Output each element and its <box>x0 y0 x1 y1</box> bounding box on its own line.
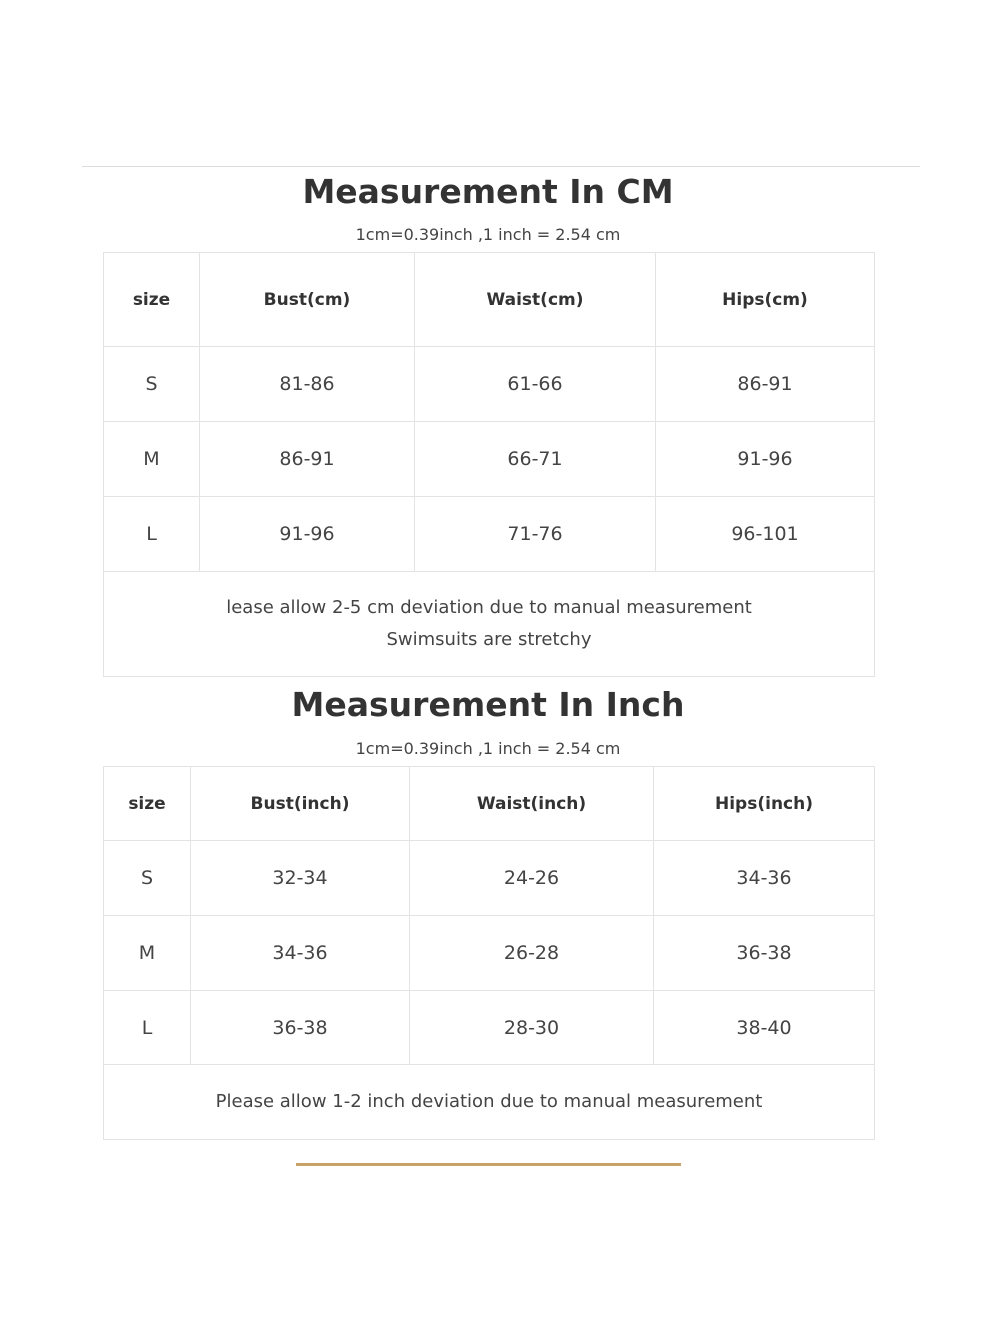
table-header-row <box>104 767 875 841</box>
cell-waist: 24-26 <box>410 841 654 916</box>
cell-size: M <box>104 916 191 991</box>
inch-conversion-note: 1cm=0.39inch ,1 inch = 2.54 cm <box>355 739 621 758</box>
cell-hips: 36-38 <box>654 916 875 991</box>
table-note-row <box>104 572 875 677</box>
cell-hips: 91-96 <box>656 422 875 497</box>
header-hips: Hips(inch) <box>654 767 875 841</box>
cell-bust: 36-38 <box>191 991 410 1065</box>
cell-waist: 61-66 <box>415 347 656 422</box>
deviation-note <box>104 1065 875 1140</box>
stretchy-note-line: Swimsuits are stretchy <box>386 629 592 650</box>
cm-section-title: Measurement In CM <box>302 172 674 211</box>
cell-hips: 96-101 <box>656 497 875 572</box>
cell-waist: 26-28 <box>410 916 654 991</box>
cell-hips: 34-36 <box>654 841 875 916</box>
inch-size-table <box>103 766 875 1140</box>
table-row <box>104 422 875 497</box>
table-header-row <box>104 253 875 347</box>
header-waist: Waist(inch) <box>410 767 654 841</box>
cell-size: M <box>104 422 200 497</box>
table-row <box>104 497 875 572</box>
header-size: size <box>104 767 191 841</box>
header-bust: Bust(cm) <box>200 253 415 347</box>
cell-bust: 91-96 <box>200 497 415 572</box>
cm-size-table <box>103 252 875 677</box>
deviation-note-line: lease allow 2-5 cm deviation due to manual measurement <box>226 597 752 618</box>
cell-size: L <box>104 991 191 1065</box>
table-row <box>104 991 875 1065</box>
cell-size: L <box>104 497 200 572</box>
header-bust: Bust(inch) <box>191 767 410 841</box>
cm-conversion-note: 1cm=0.39inch ,1 inch = 2.54 cm <box>355 225 621 244</box>
cell-size: S <box>104 841 191 916</box>
table-row <box>104 916 875 991</box>
table-row <box>104 347 875 422</box>
inch-section-title: Measurement In Inch <box>291 685 685 724</box>
header-waist: Waist(cm) <box>415 253 656 347</box>
cell-waist: 71-76 <box>415 497 656 572</box>
table-row <box>104 841 875 916</box>
cell-hips: 86-91 <box>656 347 875 422</box>
cell-bust: 86-91 <box>200 422 415 497</box>
cell-hips: 38-40 <box>654 991 875 1065</box>
header-size: size <box>104 253 200 347</box>
cell-bust: 34-36 <box>191 916 410 991</box>
top-divider <box>82 166 920 167</box>
deviation-note <box>104 572 875 677</box>
cell-bust: 32-34 <box>191 841 410 916</box>
cell-size: S <box>104 347 200 422</box>
deviation-note-line: Please allow 1-2 inch deviation due to manual measurement <box>215 1091 763 1112</box>
table-note-row <box>104 1065 875 1140</box>
accent-divider <box>296 1163 681 1166</box>
header-hips: Hips(cm) <box>656 253 875 347</box>
cell-waist: 66-71 <box>415 422 656 497</box>
cell-bust: 81-86 <box>200 347 415 422</box>
cell-waist: 28-30 <box>410 991 654 1065</box>
